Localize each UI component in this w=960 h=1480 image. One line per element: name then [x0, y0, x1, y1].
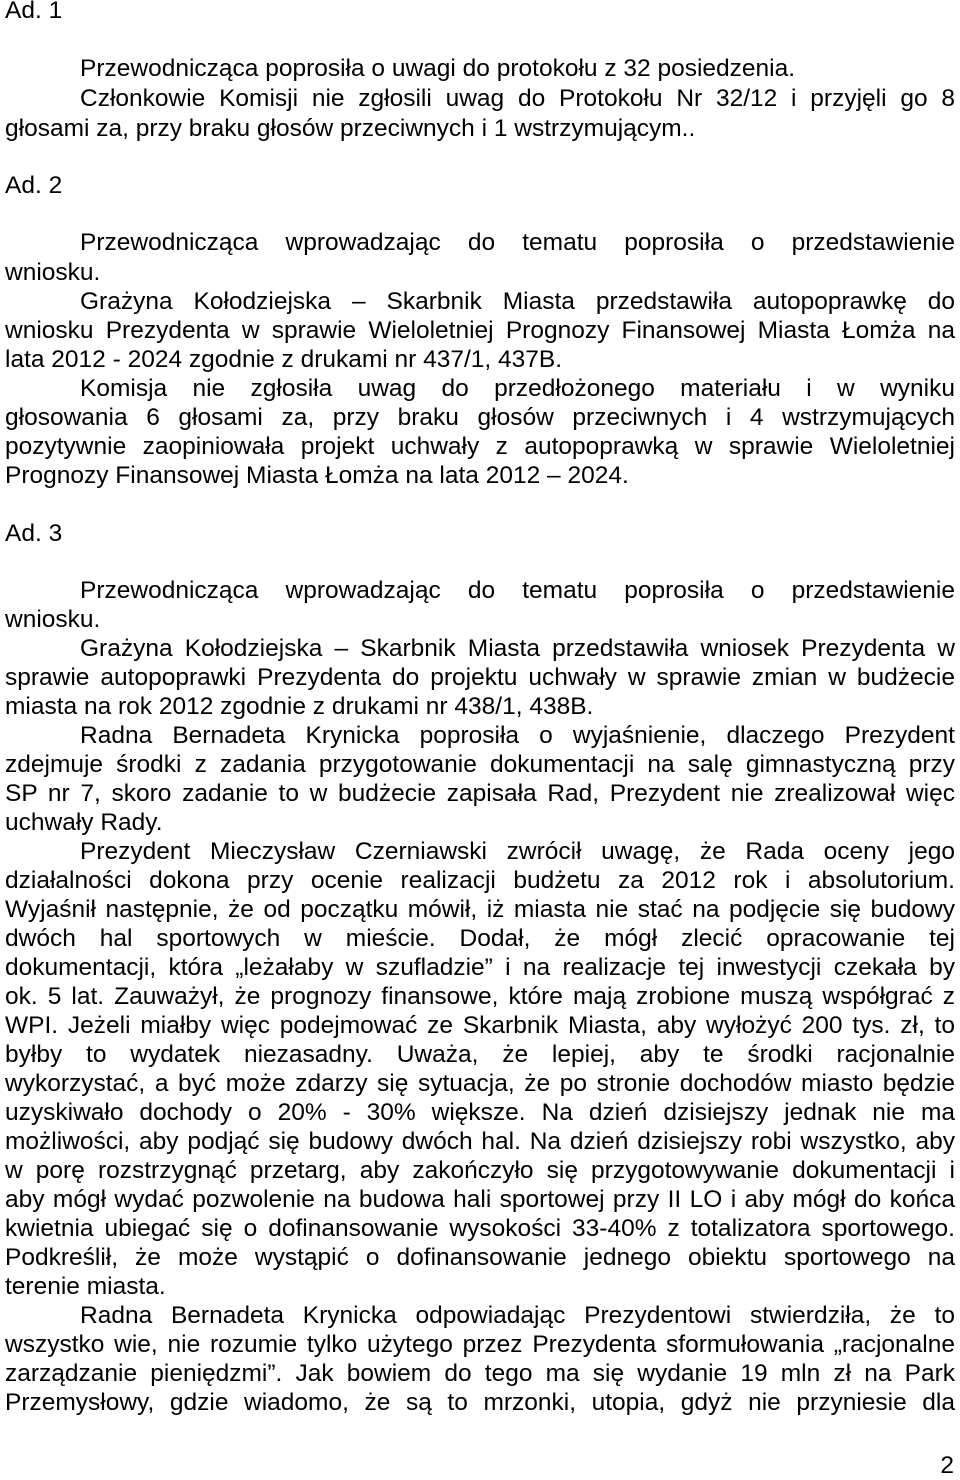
text-line: WPI. Jeżeli miałby więc podejmować ze Skarbnik Miasta, aby wyłożyć 200 tys. zł, to	[5, 1012, 955, 1039]
text-line: Przewodnicząca poprosiła o uwagi do protokołu z 32 posiedzenia.	[80, 55, 796, 82]
text-line: Grażyna Kołodziejska – Skarbnik Miasta przedstawiła autopoprawkę do	[80, 288, 955, 315]
section-heading: Ad. 3	[5, 520, 63, 547]
text-line: Przewodnicząca wprowadzając do tematu poprosiła o przedstawienie	[80, 577, 955, 604]
text-line: wszystko wie, nie rozumie tylko użytego przez Prezydenta sformułowania „racjonalne	[5, 1331, 955, 1358]
text-line: SP nr 7, skoro zadanie to w budżecie zapisała Rad, Prezydent nie zrealizował więc	[5, 780, 955, 807]
text-line: miasta na rok 2012 zgodnie z drukami nr 438/1, 438B.	[5, 693, 594, 720]
text-line: lata 2012 - 2024 zgodnie z drukami nr 437/1, 437B.	[5, 346, 563, 373]
text-line: Członkowie Komisji nie zgłosili uwag do Protokołu Nr 32/12 i przyjęli go 8	[80, 85, 955, 112]
text-line: uchwały Rady.	[5, 809, 163, 836]
text-line: głosami za, przy braku głosów przeciwnych i 1 wstrzymującym..	[5, 115, 696, 142]
text-line: dwóch hal sportowych w mieście. Dodał, że mógł zlecić opracowanie tej	[5, 925, 955, 952]
text-line: w porę rozstrzygnąć przetarg, aby zakończyło się przygotowywanie dokumentacji i	[5, 1157, 955, 1184]
text-line: Komisja nie zgłosiła uwag do przedłożonego materiału i w wyniku	[80, 375, 955, 402]
page-number: 2	[940, 1452, 954, 1479]
text-line: terenie miasta.	[5, 1273, 166, 1300]
text-line: kwietnia ubiegać się o dofinansowanie wysokości 33-40% z totalizatora sportowego.	[5, 1215, 955, 1242]
text-line: aby mógł wydać pozwolenie na budowa hali sportowej przy II LO i aby mógł do końca	[5, 1186, 955, 1213]
text-line: uzyskiwało dochody o 20% - 30% większe. Na dzień dzisiejszy jednak nie ma	[5, 1099, 955, 1126]
text-line: byłby to wydatek niezasadny. Uważa, że lepiej, aby te środki racjonalnie	[5, 1041, 955, 1068]
text-line: Podkreślił, że może wystąpić o dofinansowanie jednego obiektu sportowego na	[5, 1244, 955, 1271]
text-line: wniosku.	[5, 606, 101, 633]
text-line: ok. 5 lat. Zauważył, że prognozy finansowe, które mają zrobione muszą współgrać z	[5, 983, 955, 1010]
text-line: Wyjaśnił następnie, że od początku mówił, iż miasta nie stać na podjęcie się budowy	[5, 896, 955, 923]
text-line: dokumentacji, która „leżałaby w szufladzie” i na realizacje tej inwestycji czekała by	[5, 954, 955, 981]
text-line: Przemysłowy, gdzie wiadomo, że są to mrzonki, utopia, gdyż nie przyniesie dla	[5, 1389, 955, 1416]
text-line: Radna Bernadeta Krynicka odpowiadając Prezydentowi stwierdziła, że to	[80, 1302, 955, 1329]
text-line: Prognozy Finansowej Miasta Łomża na lata 2012 – 2024.	[5, 462, 629, 489]
text-line: Grażyna Kołodziejska – Skarbnik Miasta przedstawiła wniosek Prezydenta w	[80, 635, 955, 662]
text-line: głosowania 6 głosami za, przy braku głosów przeciwnych i 4 wstrzymujących	[5, 404, 955, 431]
text-line: pozytywnie zaopiniowała projekt uchwały z autopoprawką w sprawie Wieloletniej	[5, 433, 955, 460]
section-heading: Ad. 2	[5, 172, 63, 199]
text-line: działalności dokona przy ocenie realizacji budżetu za 2012 rok i absolutorium.	[5, 867, 955, 894]
text-line: Prezydent Mieczysław Czerniawski zwrócił uwagę, że Rada oceny jego	[80, 838, 955, 865]
text-line: sprawie autopoprawki Prezydenta do projektu uchwały w sprawie zmian w budżecie	[5, 664, 955, 691]
text-line: wniosku Prezydenta w sprawie Wieloletniej Prognozy Finansowej Miasta Łomża na	[5, 317, 955, 344]
section-heading: Ad. 1	[5, 0, 63, 24]
text-line: Radna Bernadeta Krynicka poprosiła o wyjaśnienie, dlaczego Prezydent	[80, 722, 955, 749]
text-line: Przewodnicząca wprowadzając do tematu poprosiła o przedstawienie	[80, 229, 955, 256]
text-line: możliwości, aby podjąć się budowy dwóch hal. Na dzień dzisiejszy robi wszystko, aby	[5, 1128, 955, 1155]
text-line: wykorzystać, a być może zdarzy się sytuacja, że po stronie dochodów miasto będzie	[5, 1070, 955, 1097]
text-line: zdejmuje środki z zadania przygotowanie dokumentacji na salę gimnastyczną przy	[5, 751, 955, 778]
text-line: wniosku.	[5, 259, 101, 286]
text-line: zarządzanie pieniędzmi”. Jak bowiem do tego ma się wydanie 19 mln zł na Park	[5, 1360, 955, 1387]
